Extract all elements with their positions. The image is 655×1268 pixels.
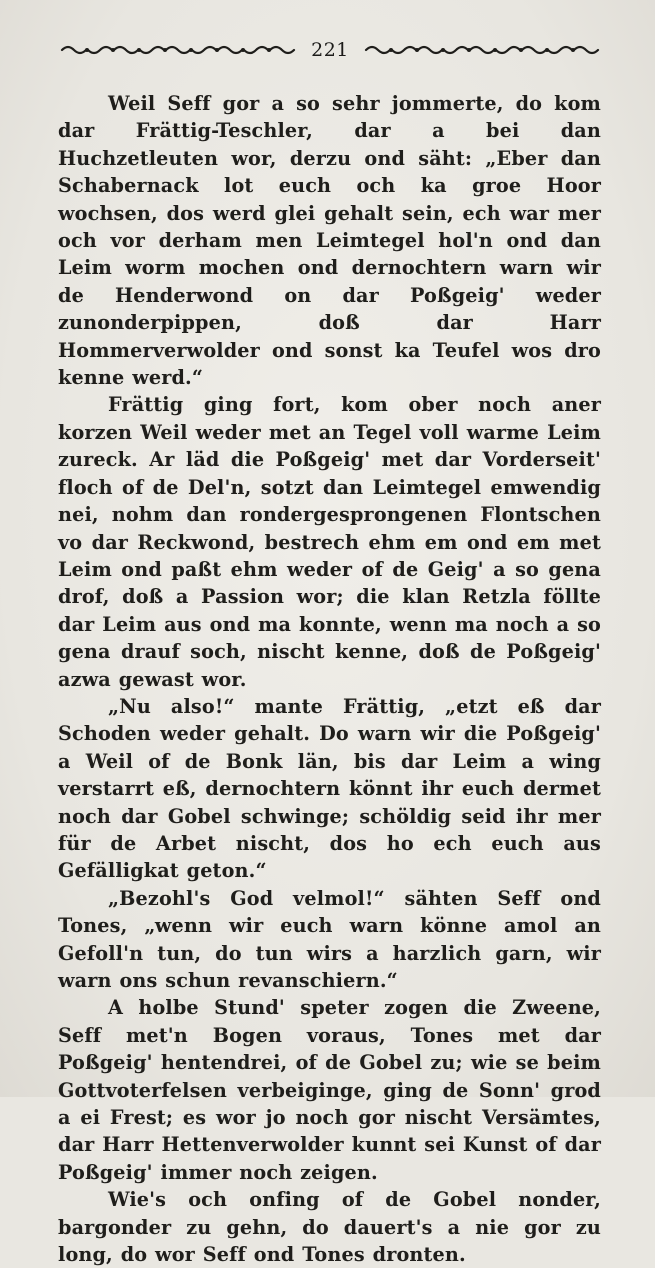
paragraph: „Bezohl's God velmol!“ sähten Seff ond Tones, „wenn wir euch warn könne amol an Gefoll'n tun, do tun wirs a harzlich garn, wir warn ons schun revanschiern.“ xyxy=(58,886,601,992)
paragraph: A holbe Stund' speter zogen die Zweene, Seff met'n Bogen voraus, Tones met dar Poßgeig' hentendrei, of de Gobel zu; wie se beim Gottvoterfelsen verbeiginge, ging de Sonn' grod a ei Frest; es wor jo noch gor nischt Versämtes, dar Harr Hettenverwolder kunnt sei Kunst of dar Poßgeig' immer noch zeigen. xyxy=(58,996,601,1184)
left-ornament-icon xyxy=(60,43,300,57)
right-ornament-icon xyxy=(360,43,600,57)
paragraph: Weil Seff gor a so sehr jommerte, do kom dar Frättig-Teschler, dar a bei dan Huchzetleuten wor, derzu ond säht: „Eber dan Schabernack lot euch och ka groe Hoor wochsen, dos werd glei gehalt sein, ech war mer och vor derham men Leimtegel hol'n ond dan Leim worm mochen ond dernochtern warn wir de Henderwond on dar Poßgeig' weder zunonderpippen, doß dar Harr Hommerverwolder ond sonst ka Teufel wos dro kenne werd.“ xyxy=(58,92,601,390)
body-text xyxy=(58,90,601,1268)
page-number: 221 xyxy=(311,39,349,61)
paragraph: Wie's och onfing of de Gobel nonder, bargonder zu gehn, do dauert's a nie gor zu long, do wor Seff ond Tones dronten. xyxy=(58,1188,601,1267)
paragraph: Frättig ging fort, kom ober noch aner korzen Weil weder met an Tegel voll warme Leim zureck. Ar läd die Poßgeig' met dar Vorderseit' floch of de Del'n, sotzt dan Leimtegel emwendig nei, nohm dan rondergesprongenen Flontschen vo dar Reckwond, bestrech ehm em ond em met Leim ond paßt ehm weder of de Geig' a so gena drof, doß a Passion wor; die klan Retzla föllte dar Leim aus ond ma konnte, wenn ma noch a so gena drauf soch, nischt kenne, doß de Poßgeig' azwa gewast wor. xyxy=(58,393,601,691)
paragraph: „Nu also!“ mante Frättig, „etzt eß dar Schoden weder gehalt. Do warn wir die Poßgeig' a Weil of de Bonk län, bis dar Leim a wing verstarrt eß, dernochtern könnt ihr euch dermet noch dar Gobel schwinge; schöldig seid ihr mer für de Arbet nischt, dos ho ech euch aus Gefälligkat geton.“ xyxy=(58,694,601,883)
page-header xyxy=(60,38,600,62)
